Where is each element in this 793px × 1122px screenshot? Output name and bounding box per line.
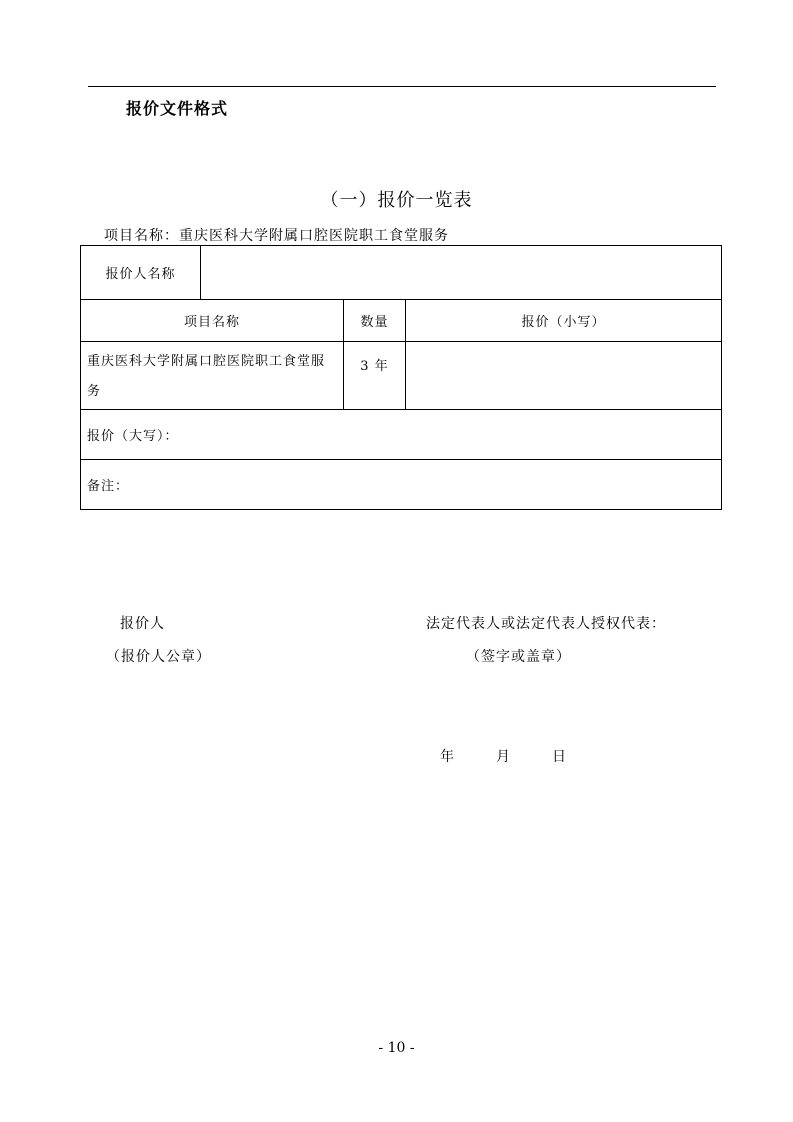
item-name-cell: 重庆医科大学附属口腔医院职工食堂服务 bbox=[81, 342, 344, 410]
header-rule bbox=[88, 86, 716, 87]
bidder-row bbox=[81, 246, 722, 300]
item-quantity-cell: 3 年 bbox=[344, 342, 406, 410]
col-header-quantity: 数量 bbox=[344, 300, 406, 342]
header-row bbox=[81, 300, 722, 342]
note-row bbox=[81, 460, 722, 510]
item-row bbox=[81, 342, 722, 410]
bidder-label: 报价人名称 bbox=[81, 246, 201, 300]
bidder-seal-label: （报价人公章） bbox=[106, 649, 211, 665]
quote-table bbox=[80, 245, 722, 510]
project-name-line: 项目名称：重庆医科大学附属口腔医院职工食堂服务 bbox=[104, 228, 449, 244]
section-heading: 报价文件格式 bbox=[126, 99, 229, 118]
page-number: - 10 - bbox=[378, 1040, 415, 1056]
col-header-price: 报价（小写） bbox=[406, 300, 722, 342]
col-header-project: 项目名称 bbox=[81, 300, 344, 342]
date-day-label: 日 bbox=[552, 749, 567, 765]
date-year-label: 年 bbox=[440, 749, 455, 765]
legal-rep-sign-label: （签字或盖章） bbox=[466, 649, 571, 665]
bidder-sign-label: 报价人 bbox=[120, 616, 165, 632]
total-row bbox=[81, 410, 722, 460]
date-month-label: 月 bbox=[496, 749, 511, 765]
note-cell[interactable]: 备注： bbox=[81, 460, 722, 510]
legal-rep-label: 法定代表人或法定代表人授权代表： bbox=[426, 616, 666, 632]
item-price-cell[interactable] bbox=[406, 342, 722, 410]
table-title: （一）报价一览表 bbox=[320, 190, 473, 211]
bidder-value-cell[interactable] bbox=[201, 246, 722, 300]
total-uppercase-cell[interactable]: 报价（大写）： bbox=[81, 410, 722, 460]
